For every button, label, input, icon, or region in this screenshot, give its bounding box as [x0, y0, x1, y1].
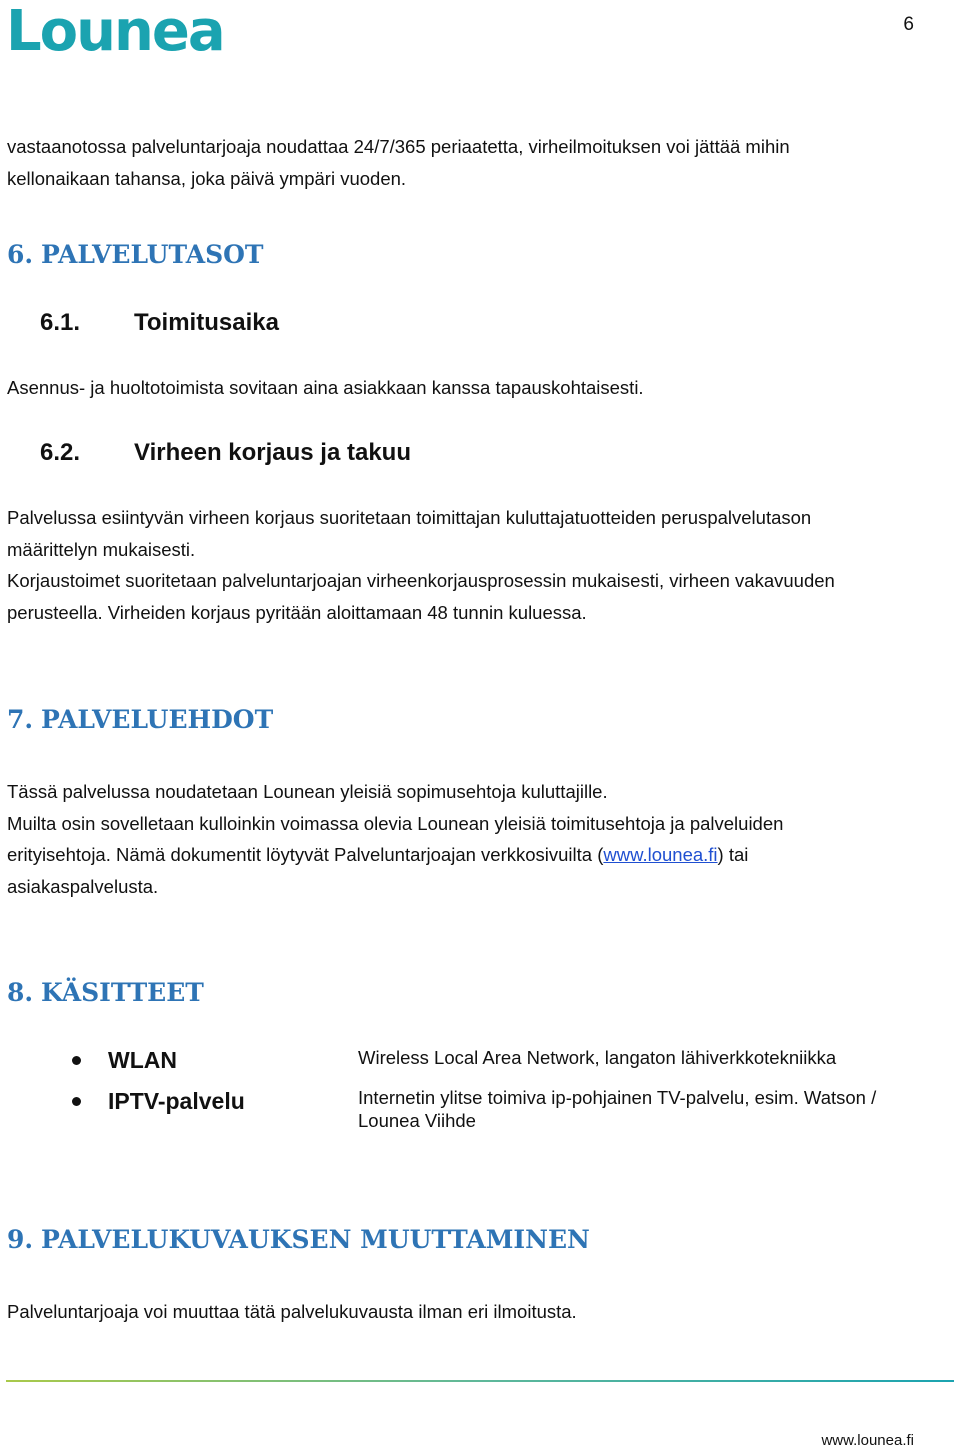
- section-6-2-paragraph: [7, 502, 835, 628]
- section-8-number: 8.: [7, 978, 34, 1007]
- section-7-number: 7.: [7, 705, 34, 734]
- section-9-heading: [7, 1224, 590, 1256]
- intro-line-1: vastaanotossa palveluntarjoaja noudattaa 24/7/365 periaatetta, virheilmoituksen voi jättää mihin: [7, 136, 790, 157]
- section-6-2-line: määrittelyn mukaisesti.: [7, 538, 196, 560]
- section-6-1-number: 6.1.: [40, 309, 81, 336]
- term-name: WLAN: [108, 1047, 177, 1073]
- section-6-heading: [7, 239, 264, 271]
- section-6-2-heading: [40, 437, 411, 469]
- section-9-title: PALVELUKUVAUKSEN MUUTTAMINEN: [41, 1225, 590, 1254]
- section-7-line-4: asiakaspalvelusta.: [7, 875, 159, 897]
- section-6-title: PALVELUTASOT: [41, 240, 264, 269]
- section-7-title: PALVELUEHDOT: [41, 705, 274, 734]
- term-name: IPTV-palvelu: [108, 1088, 245, 1114]
- section-7-line-2: Muilta osin sovelletaan kulloinkin voimassa olevia Lounean yleisiä toimitusehtoja ja palveluiden: [7, 812, 784, 834]
- section-6-1-heading: [40, 307, 279, 339]
- term-definition: Internetin ylitse toimiva ip-pohjainen TV-palvelu, esim. Watson / Lounea Viihde: [358, 1087, 877, 1131]
- section-7-line-3-start: erityisehtoja. Nämä dokumentit löytyvät Palveluntarjoajan verkkosivuilta (: [7, 844, 604, 865]
- section-6-2-line: Palvelussa esiintyvän virheen korjaus suoritetaan toimittajan kuluttajatuotteiden peruspalvelutason: [7, 507, 812, 528]
- page-number: 6: [903, 14, 914, 35]
- section-6-1-text: Asennus- ja huoltotoimista sovitaan aina asiakkaan kanssa tapauskohtaisesti.: [7, 377, 644, 398]
- term-definition: Wireless Local Area Network, langaton lähiverkkotekniikka: [358, 1047, 837, 1068]
- intro-line-2: kellonaikaan tahansa, joka päivä ympäri vuoden.: [7, 167, 407, 189]
- section-8-title: KÄSITTEET: [41, 978, 204, 1007]
- lounea-logo: Lounea: [6, 0, 224, 64]
- footer-url: www.lounea.fi: [821, 1432, 914, 1449]
- section-6-number: 6.: [7, 240, 34, 269]
- section-6-2-line: Korjaustoimet suoritetaan palveluntarjoajan virheenkorjausprosessin mukaisesti, virheen vakavuuden: [7, 570, 835, 591]
- section-7-line-3-end: ) tai: [717, 844, 749, 865]
- footer-divider: [6, 1380, 954, 1382]
- section-7-paragraph: [7, 776, 783, 902]
- section-6-2-title: Virheen korjaus ja takuu: [134, 439, 411, 466]
- lounea-website-link[interactable]: www.lounea.fi: [603, 844, 718, 865]
- section-9-number: 9.: [7, 1225, 34, 1254]
- section-9-text: Palveluntarjoaja voi muuttaa tätä palvelukuvausta ilman eri ilmoitusta.: [7, 1301, 577, 1322]
- section-7-heading: [7, 704, 273, 736]
- intro-paragraph: [7, 131, 790, 194]
- bullet-icon: [72, 1097, 81, 1106]
- section-8-heading: [7, 977, 204, 1009]
- section-7-line-1: Tässä palvelussa noudatetaan Lounean yleisiä sopimusehtoja kuluttajille.: [7, 781, 608, 802]
- section-6-1-title: Toimitusaika: [134, 309, 279, 336]
- section-6-2-line: perusteella. Virheiden korjaus pyritään aloittamaan 48 tunnin kuluessa.: [7, 601, 587, 623]
- section-6-2-number: 6.2.: [40, 439, 81, 466]
- bullet-icon: [72, 1056, 81, 1065]
